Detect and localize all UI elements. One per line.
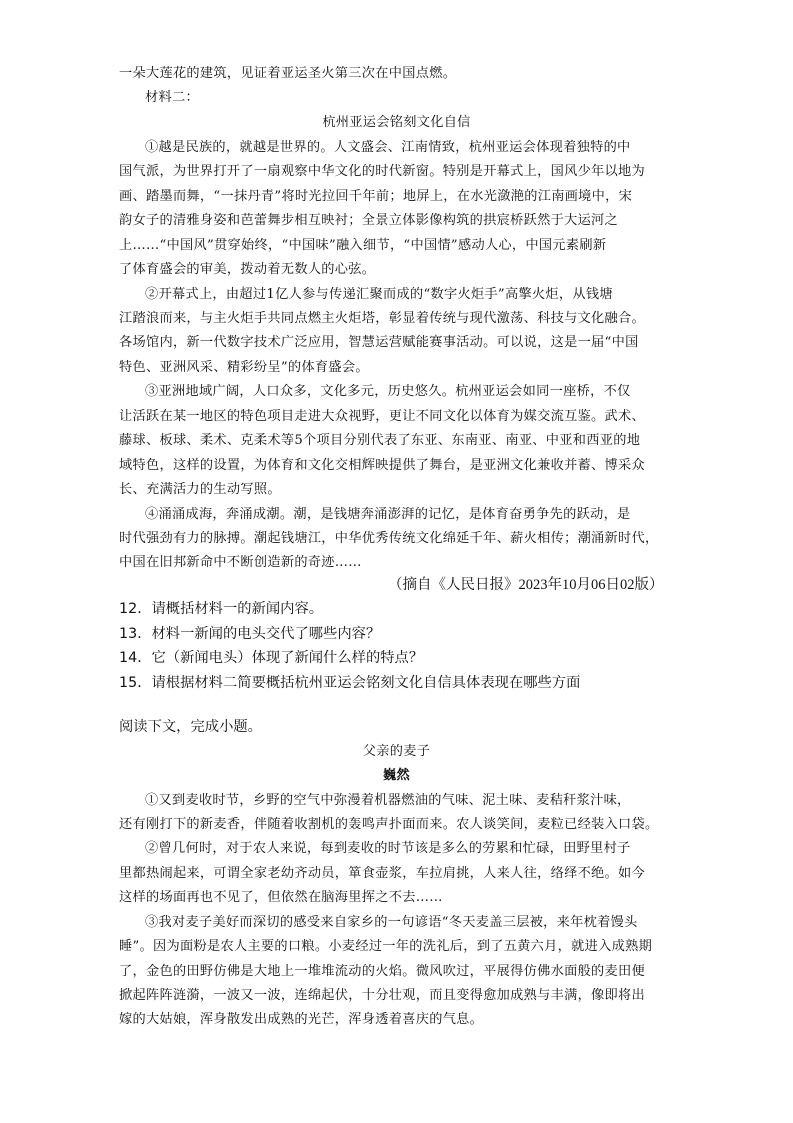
essay-p3-line1: ③我对麦子美好而深切的感受来自家乡的一句谚语“冬天麦盖三层被，来年枕着馒头 bbox=[145, 915, 638, 930]
question-13: 13．材料一新闻的电头交代了哪些内容？ bbox=[119, 626, 381, 642]
m2-p2-line1: ②开幕式上，由超过1亿人参与传递汇聚而成的“数字火炬手”高擎火炬，从钱塘 bbox=[145, 287, 613, 302]
essay-p3-line5: 嫁的大姑娘，浑身散发出成熟的光芒，浑身透着喜庆的气息。 bbox=[119, 1012, 484, 1027]
m2-p1-line5: 上……“中国风”贯穿始终，“中国味”融入细节，“中国情”感动人心，中国元素刷新 bbox=[119, 238, 607, 253]
material2-title: 杭州亚运会铭刻文化自信 bbox=[322, 115, 471, 130]
m2-p2-line2: 江踏浪而来，与主火炬手共同点燃主火炬塔，彰显着传统与现代激荡、科技与文化融合。 bbox=[119, 311, 646, 326]
reading-instruction: 阅读下文，完成小题。 bbox=[119, 719, 262, 735]
m2-p2-line4: 特色、亚洲风采、精彩纷呈”的体育盛会。 bbox=[119, 360, 369, 375]
essay-title: 父亲的麦子 bbox=[362, 744, 431, 759]
essay-p1-line2: 还有刚打下的新麦香，伴随着收割机的轰鸣声扑面而来。农人谈笑间，麦粒已经装入口袋。 bbox=[119, 817, 659, 832]
m2-p1-line6: 了体育盛会的审美，拨动着无数人的心弦。 bbox=[119, 262, 376, 277]
m2-p3-line3: 藤球、板球、柔术、克柔术等5个项目分别代表了东亚、东南亚、南亚、中亚和西亚的地 bbox=[119, 433, 641, 448]
m2-p1-line4: 韵女子的清雅身姿和芭蕾舞步相互映衬；全景立体影像构筑的拱宸桥跃然于大运河之 bbox=[119, 213, 619, 228]
question-14: 14．它（新闻电头）体现了新闻什么样的特点？ bbox=[119, 650, 424, 666]
m2-p1-line1: ①越是民族的，就越是世界的。人文盛会、江南情致，杭州亚运会体现着独特的中 bbox=[145, 140, 631, 155]
source-citation: （摘自《人民日报》2023年10月06日02版） bbox=[388, 577, 664, 593]
m2-p3-line2: 让活跃在某一地区的特色项目走进大众视野，更让不同文化以体育为媒交流互鉴。武术、 bbox=[119, 409, 646, 424]
question-15: 15．请根据材料二简要概括杭州亚运会铭刻文化自信具体表现在哪些方面 bbox=[119, 675, 581, 691]
essay-p2-line2: 里都热闹起来，可谓全家老幼齐动员，箪食壶浆，车拉肩挑，人来人往，络绎不绝。如今 bbox=[119, 866, 646, 881]
essay-p2-line1: ②曾几何时，对于农人来说，每到麦收的时节该是多么的劳累和忙碌，田野里村子 bbox=[145, 841, 631, 856]
m2-p4-line2: 时代强劲有力的脉搏。潮起钱塘江，中华优秀传统文化绵延千年、薪火相传；潮涌新时代， bbox=[119, 531, 659, 546]
essay-p3-line3: 了，金色的田野仿佛是大地上一堆堆流动的火焰。微风吹过，平展得仿佛水面般的麦田便 bbox=[119, 964, 646, 979]
essay-p3-line4: 掀起阵阵涟漪，一波又一波，连绵起伏，十分壮观，而且变得愈加成熟与丰满，像即将出 bbox=[119, 988, 646, 1003]
m2-p3-line5: 长、充满活力的生动写照。 bbox=[119, 482, 281, 497]
essay-p2-line3: 这样的场面再也不见了，但依然在脑海里挥之不去…… bbox=[119, 890, 443, 905]
question-12: 12．请概括材料一的新闻内容。 bbox=[119, 601, 324, 617]
essay-p3-line2: 睡”。因为面粉是农人主要的口粮。小麦经过一年的洗礼后，到了五黄六月，就进入成熟期 bbox=[119, 939, 653, 954]
m2-p4-line1: ④涌涌成海，奔涌成潮。潮，是钱塘奔涌澎湃的记忆，是体育奋勇争先的跃动，是 bbox=[145, 507, 631, 522]
material2-label: 材料二： bbox=[145, 90, 199, 105]
essay-p1-line1: ①又到麦收时节，乡野的空气中弥漫着机器燃油的气味、泥土味、麦秸秆浆汁味， bbox=[145, 793, 631, 808]
m2-p1-line2: 国气派，为世界打开了一扇观察中华文化的时代新窗。特别是开幕式上，国风少年以地为 bbox=[119, 164, 646, 179]
m2-p1-line3: 画、踏墨而舞，“一抹丹青”将时光拉回千年前；地屏上，在水光潋滟的江南画境中，宋 bbox=[119, 189, 633, 204]
m2-p2-line3: 各场馆内，新一代数字技术广泛应用，智慧运营赋能赛事活动。可以说，这是一届“中国 bbox=[119, 335, 639, 350]
m2-p3-line1: ③亚洲地域广阔，人口众多，文化多元，历史悠久。杭州亚运会如同一座桥，不仅 bbox=[145, 384, 631, 399]
material1-tail-line: 一朵大莲花的建筑，见证着亚运圣火第三次在中国点燃。 bbox=[119, 66, 457, 81]
essay-author: 巍然 bbox=[383, 768, 410, 783]
m2-p4-line3: 中国在旧邦新命中不断创造新的奇迹…… bbox=[119, 555, 362, 570]
m2-p3-line4: 域特色，这样的设置，为体育和文化交相辉映提供了舞台，是亚洲文化兼收并蓄、博采众 bbox=[119, 458, 646, 473]
